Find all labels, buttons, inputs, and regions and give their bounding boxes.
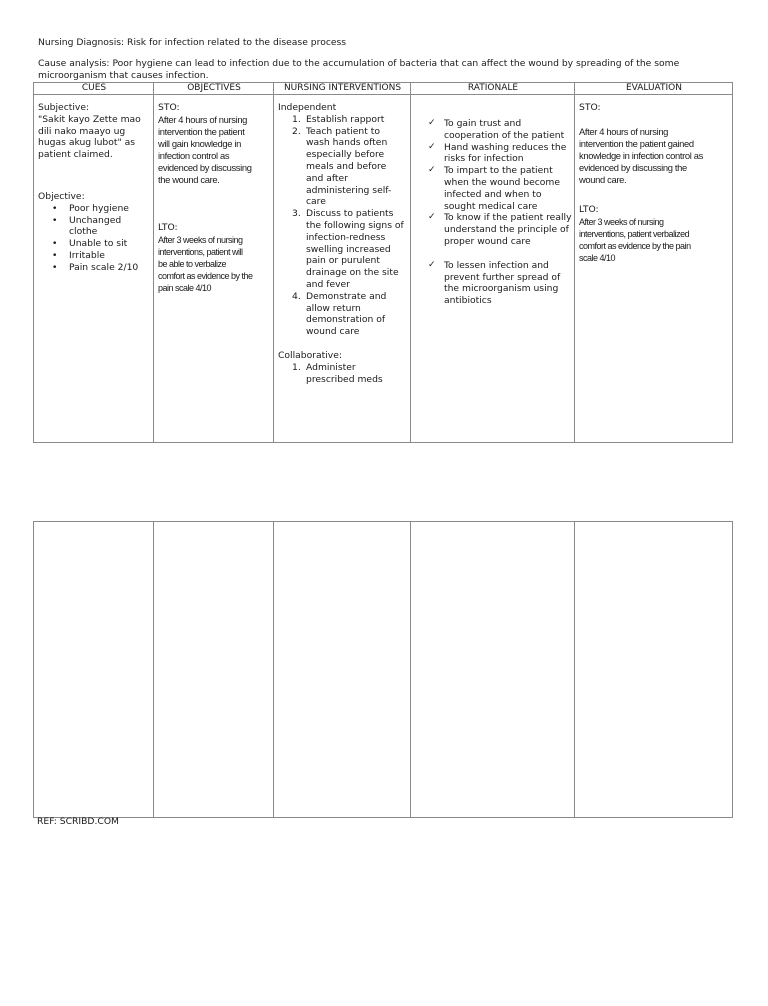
item-line: swelling increased [306, 243, 391, 255]
eval-sto-text-line: evidenced by discussing the [579, 161, 687, 173]
sto-text-line: will gain knowledge in [158, 137, 241, 149]
item-line: meals and before [306, 160, 387, 172]
empty-column [274, 522, 411, 817]
eval-lto-text-line: After 3 weeks of nursing [579, 216, 664, 227]
eval-sto-text-line: wound care. [579, 173, 627, 185]
check-icon: ✓ [428, 259, 436, 270]
eval-lto-text-line: comfort as evidence by the pain [579, 240, 691, 251]
list-item: • Unchanged [69, 215, 152, 227]
item-line: prevent further spread of [444, 271, 561, 283]
list-item [292, 113, 410, 126]
item-line: and fever [306, 278, 350, 290]
item-number: 2. [292, 125, 301, 137]
list-item [428, 165, 573, 212]
item-line: antibiotics [444, 295, 492, 307]
independent-label: Independent [278, 102, 337, 113]
item-line: Discuss to patients [306, 208, 394, 220]
header-cues: CUES [81, 83, 107, 93]
list-item [428, 141, 573, 166]
empty-column [34, 522, 154, 817]
item-line: the following signs of [306, 219, 404, 231]
eval-lto-text-line: interventions, patient verbalized [579, 228, 690, 239]
item-line: Establish rapport [306, 113, 385, 125]
eval-lto-label: LTO: [579, 203, 599, 215]
item-number: 1. [292, 361, 301, 373]
rationale-list [411, 118, 573, 307]
lto-text-line: pain scale 4/10 [158, 282, 212, 293]
item-line: sought medical care [444, 200, 538, 212]
objectives-cell [158, 102, 272, 294]
eval-lto-text-line: scale 4/10 [579, 252, 616, 263]
lto-text-line: interventions, patient will [158, 246, 243, 257]
empty-column [411, 522, 575, 817]
list-item: • Irritable [69, 250, 152, 262]
item-line: when the wound become [444, 176, 561, 188]
item-number: 1. [292, 113, 301, 125]
list-item [292, 361, 410, 386]
list-item [428, 118, 573, 142]
subjective-label: Subjective: [38, 102, 90, 113]
check-icon: ✓ [428, 118, 436, 128]
list-item [292, 208, 410, 291]
item-line: drainage on the site [306, 267, 399, 279]
item-line: risks for infection [444, 153, 524, 165]
item-line: Demonstrate and [306, 290, 387, 302]
sto-text-line: evidenced by discussing [158, 161, 252, 173]
empty-care-plan-table [33, 521, 733, 818]
cause-analysis-line-2: microorganism that causes infection. [38, 70, 209, 81]
objective-cues-list [38, 203, 152, 274]
item-line: infected and when to [444, 188, 542, 200]
lto-text-line: comfort as evidence by the [158, 270, 253, 281]
cause-analysis-line-1: Cause analysis: Poor hygiene can lead to infection due to the accumulation of bacteria that can affect the wound by spreading of the some [38, 58, 680, 69]
item-line: and after [306, 172, 348, 184]
item-line: wound care [306, 326, 360, 338]
item-line: To know if the patient really [444, 212, 572, 224]
list-item [292, 290, 410, 338]
subjective-quote-line: hugas akug lubot" as [38, 137, 136, 149]
eval-sto-label: STO: [579, 102, 601, 113]
list-item [428, 212, 573, 247]
item-line: Teach patient to [306, 125, 380, 137]
sto-text-line: the wound care. [158, 173, 220, 185]
lto-text-line: be able to verbalize [158, 258, 227, 269]
lto-label: LTO: [158, 221, 178, 233]
eval-sto-text-line: knowledge in infection control as [579, 149, 703, 161]
item-line: administering self- [306, 184, 392, 196]
list-item: • Unable to sit [69, 238, 152, 250]
subjective-quote-line: dili nako maayo ug [38, 125, 126, 137]
header-objectives: OBJECTIVES [187, 83, 241, 93]
check-icon: ✓ [428, 212, 436, 223]
item-line: To gain trust and [444, 118, 522, 129]
item-line: prescribed meds [306, 373, 383, 385]
care-plan-table [33, 82, 733, 443]
item-line: the microorganism using [444, 283, 559, 295]
subjective-quote-line: patient claimed. [38, 149, 113, 161]
objective-label: Objective: [38, 190, 85, 202]
evaluation-cell [579, 102, 731, 264]
lto-text-line: After 3 weeks of nursing [158, 234, 243, 245]
list-item: • Poor hygiene [69, 203, 152, 215]
list-item-continuation: clothe [69, 226, 98, 238]
item-line: cooperation of the patient [444, 129, 565, 141]
eval-sto-text-line: After 4 hours of nursing [579, 125, 669, 137]
sto-label: STO: [158, 102, 180, 113]
reference-footer: REF: SCRIBD.COM [37, 816, 119, 827]
item-line: pain or purulent [306, 255, 380, 267]
item-line: understand the principle of [444, 224, 569, 236]
item-number: 3. [292, 208, 301, 220]
item-line: wash hands often [306, 137, 388, 149]
item-line: proper wound care [444, 235, 531, 247]
item-line: Administer [306, 361, 356, 373]
nursing-diagnosis: Nursing Diagnosis: Risk for infection related to the disease process [38, 37, 347, 48]
check-icon: ✓ [428, 141, 436, 152]
header-rationale: RATIONALE [467, 83, 519, 93]
list-item: • Pain scale 2/10 [69, 262, 152, 274]
item-number: 4. [292, 290, 301, 302]
rationale-cell [411, 118, 573, 307]
item-line: Hand washing reduces the [444, 141, 567, 153]
item-line: To impart to the patient [444, 165, 553, 177]
item-line: To lessen infection and [444, 259, 549, 271]
item-line: allow return [306, 302, 361, 314]
collaborative-label: Collaborative: [278, 349, 342, 361]
eval-sto-text-line: intervention the patient gained [579, 137, 694, 149]
list-item [428, 259, 573, 307]
item-line: especially before [306, 149, 385, 161]
check-icon: ✓ [428, 165, 436, 176]
header-evaluation: EVALUATION [625, 83, 682, 93]
collaborative-interventions-list [278, 362, 410, 386]
item-line: infection-redness [306, 231, 386, 243]
empty-column [575, 522, 733, 817]
interventions-cell [278, 102, 410, 385]
sto-text-line: After 4 hours of nursing [158, 113, 248, 125]
subjective-quote-line: "Sakit kayo Zette mao [38, 113, 141, 125]
cues-cell [38, 102, 152, 274]
header-nursing-interventions: NURSING INTERVENTIONS [283, 83, 402, 93]
independent-interventions-list [278, 114, 410, 338]
item-line: demonstration of [306, 314, 386, 326]
sto-text-line: infection control as [158, 149, 230, 161]
list-item [292, 125, 410, 209]
empty-column [154, 522, 274, 817]
item-line: care [306, 196, 326, 208]
sto-text-line: intervention the patient [158, 125, 245, 137]
